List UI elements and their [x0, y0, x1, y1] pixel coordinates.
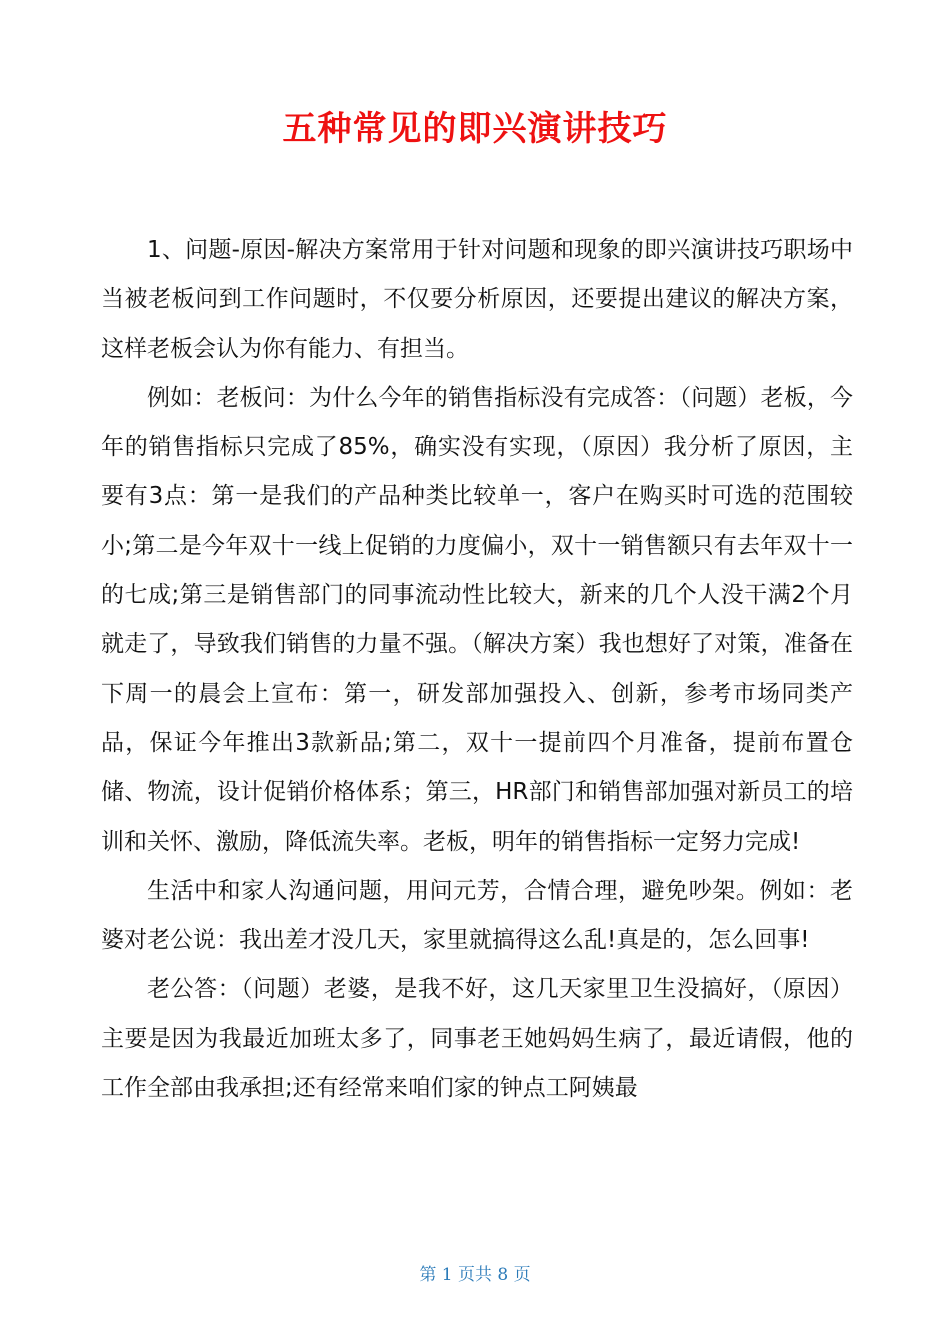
paragraph-2: 例如：老板问：为什么今年的销售指标没有完成答：（问题）老板，今年的销售指标只完成了85%，确实没有实现，（原因）我分析了原因，主要有3点：第一是我们的产品种类比较单一，客户在购买时可选的范围较小;第二是今年双十一线上促销的力度偏小，双十一销售额只有去年双十一的七成;第三是销售部门的同事流动性比较大，新来的几个人没干满2个月就走了，导致我们销售的力量不强。（解决方案）我也想好了对策，准备在下周一的晨会上宣布：第一，研发部加强投入、创新，参考市场同类产品，保证今年推出3款新品;第二，双十一提前四个月准备，提前布置仓储、物流，设计促销价格体系；第三，HR部门和销售部加强对新员工的培训和关怀、激励，降低流失率。老板，明年的销售指标一定努力完成! [101, 384, 853, 855]
document-title: 五种常见的即兴演讲技巧 [282, 109, 668, 149]
paragraph-4: 老公答：（问题）老婆，是我不好，这几天家里卫生没搞好，（原因）主要是因为我最近加班太多了，同事老王她妈妈生病了，最近请假，他的工作全部由我承担;还有经常来咱们家的钟点工阿姨最 [101, 976, 853, 1102]
paragraph-1: 1、问题-原因-解决方案常用于针对问题和现象的即兴演讲技巧职场中当被老板问到工作问题时，不仅要分析原因，还要提出建议的解决方案，这样老板会认为你有能力、有担当。 [101, 237, 853, 362]
paragraph-3: 生活中和家人沟通问题，用问元芳，合情合理，避免吵架。例如：老婆对老公说：我出差才没几天，家里就搞得这么乱!真是的，怎么回事! [101, 877, 853, 954]
page-number-footer: 第 1 页共 8 页 [419, 1265, 531, 1285]
document-body [101, 226, 853, 1113]
